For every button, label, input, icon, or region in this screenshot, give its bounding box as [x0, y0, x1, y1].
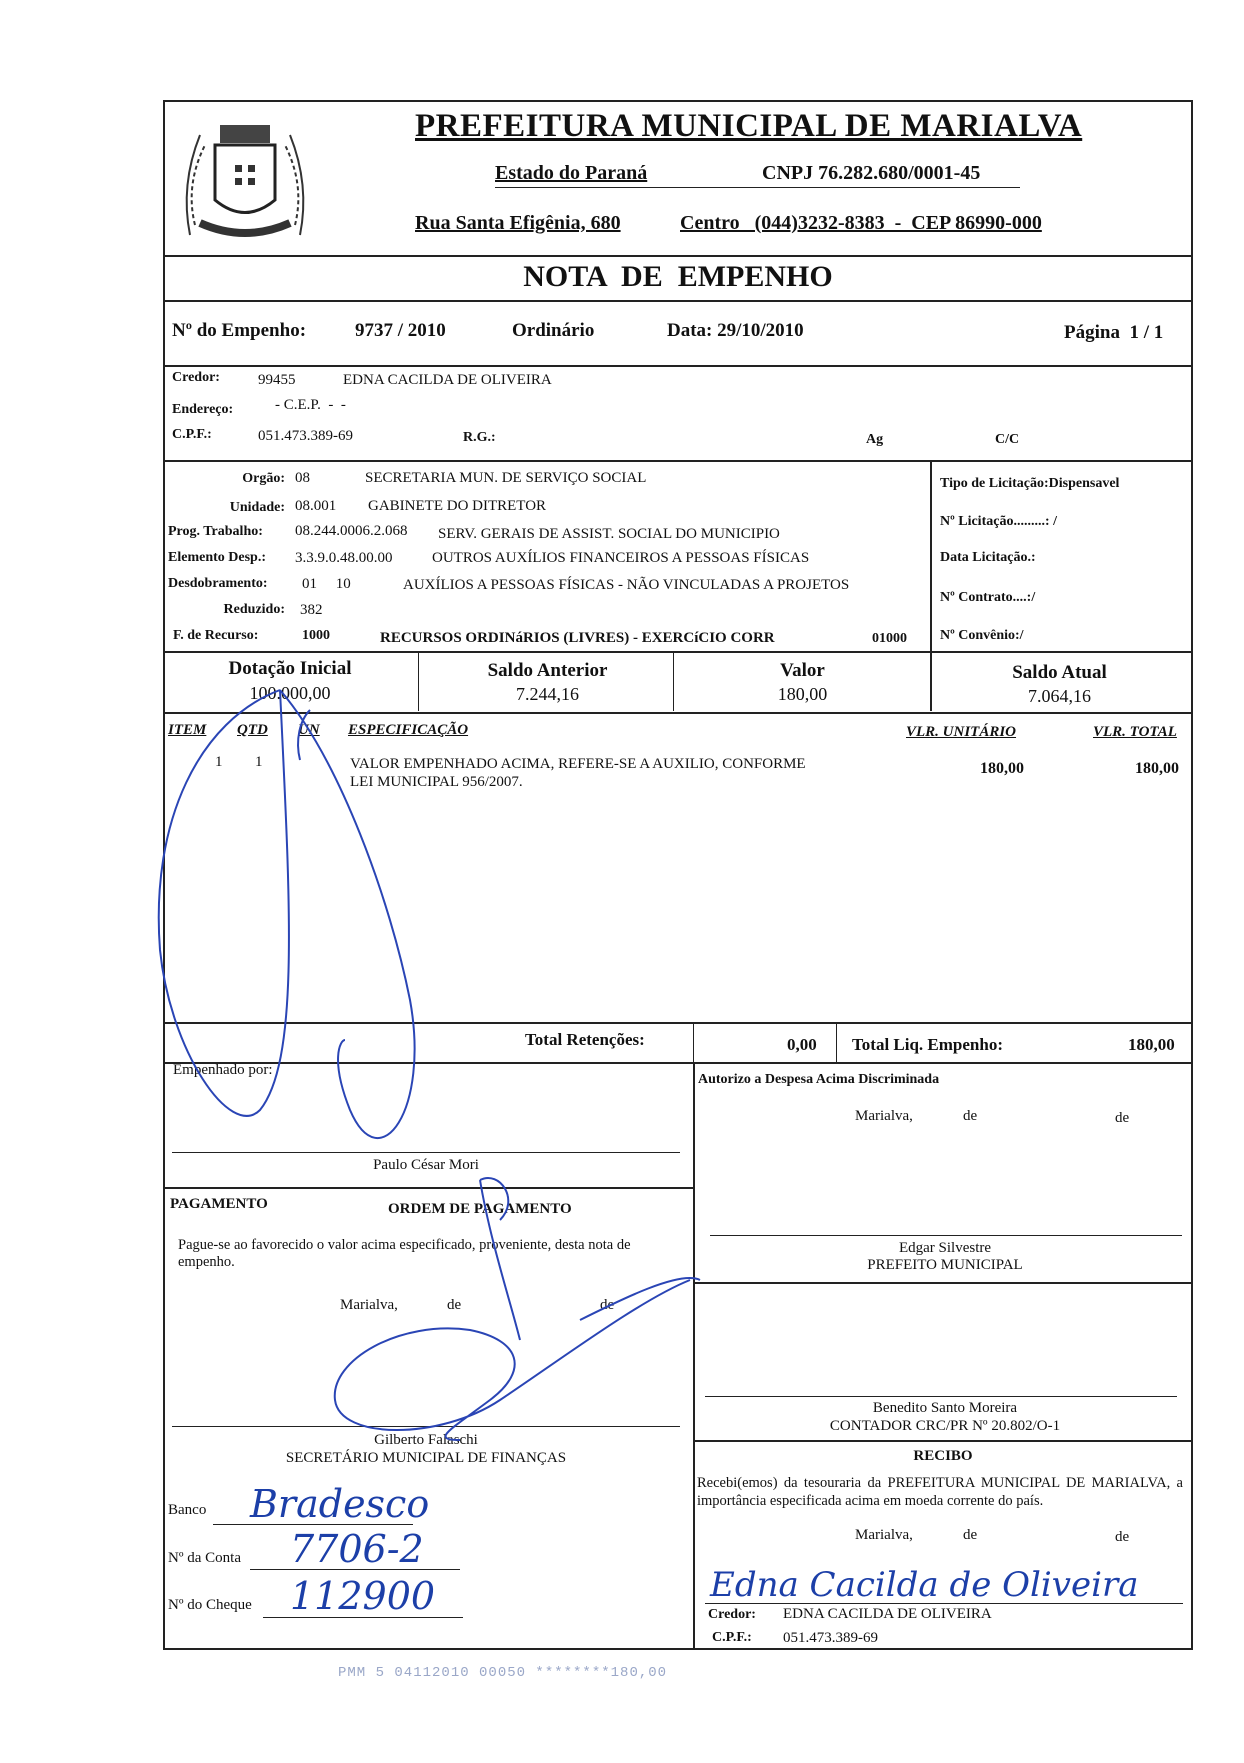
saldo-atual-value: 7.064,16: [1028, 686, 1091, 706]
dotacao-inicial-label: Dotação Inicial: [228, 658, 352, 679]
col-item: ITEM: [168, 722, 207, 738]
cheque-label: Nº do Cheque: [168, 1597, 252, 1613]
unidade-code: 08.001: [295, 498, 337, 514]
empenho-type: Ordinário: [512, 320, 595, 341]
prefeito-title: PREFEITO MUNICIPAL: [867, 1257, 1023, 1273]
banco-label: Banco: [168, 1502, 207, 1518]
orgao-label: Orgão:: [242, 471, 285, 486]
col-qtd: QTD: [237, 722, 268, 738]
orgao-desc: SECRETARIA MUN. DE SERVIÇO SOCIAL: [365, 470, 647, 486]
autorizo-label: Autorizo a Despesa Acima Discriminada: [698, 1072, 940, 1087]
autorizo-de2: de: [1115, 1110, 1130, 1126]
row-vlr-total: 180,00: [1135, 760, 1179, 777]
municipality-title: PREFEITURA MUNICIPAL DE MARIALVA: [415, 108, 1083, 144]
elemento-label: Elemento Desp.:: [168, 550, 266, 565]
cpf-value: 051.473.389-69: [258, 428, 353, 444]
credor-name: EDNA CACILDA DE OLIVEIRA: [343, 372, 552, 388]
empenhado-por-label: Empenhado por:: [173, 1062, 273, 1078]
elemento-desc: OUTROS AUXÍLIOS FINANCEIROS A PESSOAS FÍSICAS: [432, 550, 810, 566]
conta-handwritten: 7706-2: [290, 1527, 424, 1571]
ag-label: Ag: [866, 432, 884, 447]
col-vlr-unitario: VLR. UNITÁRIO: [906, 724, 1017, 740]
contador-name: Benedito Santo Moreira: [872, 1400, 1018, 1416]
credor-signature: Edna Cacilda de Oliveira: [710, 1565, 1139, 1605]
prog-trabalho-desc: SERV. GERAIS DE ASSIST. SOCIAL DO MUNICIPIO: [438, 526, 780, 542]
total-liquido-label: Total Liq. Empenho:: [852, 1035, 1003, 1054]
col-vlr-total: VLR. TOTAL: [1093, 724, 1177, 740]
cheque-handwritten: 112900: [290, 1574, 436, 1618]
autorizo-de1: de: [963, 1108, 978, 1124]
pagamento-place: Marialva,: [340, 1297, 398, 1313]
tipo-licitacao: Tipo de Licitação:Dispensavel: [940, 476, 1120, 491]
endereco-value: - C.E.P. - -: [275, 397, 346, 413]
col-un: UN: [298, 722, 320, 738]
saldo-anterior-label: Saldo Anterior: [487, 660, 608, 681]
numero-contrato: Nº Contrato....:/: [940, 590, 1036, 605]
prefeito-name: Edgar Silvestre: [898, 1240, 992, 1256]
total-retencoes-value: 0,00: [787, 1035, 817, 1054]
data-licitacao: Data Licitação.:: [940, 550, 1036, 565]
recibo-de2: de: [1115, 1529, 1130, 1545]
unidade-label: Unidade:: [229, 500, 285, 515]
empenho-number-label: Nº do Empenho:: [172, 320, 307, 341]
cpf-label: C.P.F.:: [172, 427, 212, 442]
state-label: Estado do Paraná: [495, 162, 648, 184]
cnpj-label: CNPJ 76.282.680/0001-45: [762, 162, 981, 184]
empenhado-por-name: Paulo César Mori: [373, 1157, 479, 1173]
credor-code: 99455: [258, 372, 296, 388]
elemento-code: 3.3.9.0.48.00.00: [295, 550, 393, 566]
credor-label: Credor:: [172, 370, 220, 385]
pagamento-de2: de: [600, 1297, 615, 1313]
contador-title: CONTADOR CRC/PR Nº 20.802/O-1: [829, 1418, 1061, 1434]
numero-convenio: Nº Convênio:/: [940, 628, 1024, 643]
recibo-credor-name: EDNA CACILDA DE OLIVEIRA: [783, 1606, 992, 1622]
row-spec-line1: VALOR EMPENHADO ACIMA, REFERE-SE A AUXILIO, CONFORME: [350, 756, 806, 772]
secretario-title: SECRETÁRIO MUNICIPAL DE FINANÇAS: [285, 1450, 567, 1466]
reduzido-label: Reduzido:: [223, 602, 285, 617]
pagamento-label: PAGAMENTO: [170, 1196, 268, 1212]
ordem-pagamento-label: ORDEM DE PAGAMENTO: [388, 1201, 572, 1217]
orgao-code: 08: [295, 470, 310, 486]
saldo-atual-label: Saldo Atual: [1012, 662, 1107, 683]
desdobramento-label: Desdobramento:: [168, 576, 268, 591]
total-liquido-value: 180,00: [1128, 1035, 1175, 1054]
recibo-text: Recebi(emos) da tesouraria da PREFEITURA MUNICIPAL DE MARIALVA, a importância especificada acima em moeda corrente do país.: [697, 1475, 1183, 1509]
pagamento-de1: de: [447, 1297, 462, 1313]
cc-label: C/C: [995, 432, 1020, 447]
fonte-recurso-num: 01000: [872, 631, 907, 646]
conta-label: Nº da Conta: [168, 1550, 241, 1566]
fonte-recurso-code: 1000: [302, 628, 330, 643]
machine-stamp: PMM 5 04112010 00050 ********180,00: [338, 1665, 668, 1681]
saldo-anterior-value: 7.244,16: [516, 684, 579, 704]
row-vlr-unitario: 180,00: [980, 760, 1024, 777]
numero-licitacao: Nº Licitação.........: /: [940, 514, 1057, 529]
recibo-cpf-label: C.P.F.:: [712, 1630, 752, 1645]
pagamento-text: Pague-se ao favorecido o valor acima especificado, proveniente, desta nota de empenho.: [178, 1237, 631, 1270]
banco-handwritten: Bradesco: [250, 1482, 430, 1526]
dotacao-inicial-value: 100.000,00: [249, 683, 331, 703]
row-item: 1: [215, 754, 223, 770]
fonte-recurso-desc: RECURSOS ORDINáRIOS (LIVRES) - EXERCíCIO CORR: [380, 630, 775, 646]
endereco-label: Endereço:: [172, 402, 234, 417]
recibo-de1: de: [963, 1527, 978, 1543]
desdobramento-code: 01 10: [302, 576, 351, 592]
fonte-recurso-label: F. de Recurso:: [173, 628, 259, 643]
secretario-name: Gilberto Falaschi: [374, 1432, 478, 1448]
row-qtd: 1: [255, 754, 263, 770]
total-retencoes-label: Total Retenções:: [525, 1030, 645, 1049]
col-especificacao: ESPECIFICAÇÃO: [348, 722, 469, 738]
prog-trabalho-code: 08.244.0006.2.068: [295, 523, 408, 539]
recibo-cpf-value: 051.473.389-69: [783, 1630, 878, 1646]
autorizo-place: Marialva,: [855, 1108, 913, 1124]
empenho-number: 9737 / 2010: [355, 320, 446, 341]
recibo-credor-label: Credor:: [708, 1607, 756, 1622]
recibo-place: Marialva,: [855, 1527, 913, 1543]
prog-trabalho-label: Prog. Trabalho:: [168, 524, 263, 539]
document-title: NOTA DE EMPENHO: [523, 260, 833, 293]
desdobramento-desc: AUXÍLIOS A PESSOAS FÍSICAS - NÃO VINCULADAS A PROJETOS: [403, 577, 850, 593]
rg-label: R.G.:: [463, 430, 496, 445]
page-number: Página 1 / 1: [1064, 322, 1164, 343]
unidade-desc: GABINETE DO DITRETOR: [368, 498, 547, 514]
address-label: Rua Santa Efigênia, 680: [415, 212, 621, 234]
valor-label: Valor: [780, 660, 825, 681]
contact-label: Centro (044)3232-8383 - CEP 86990-000: [680, 212, 1042, 234]
row-spec-line2: LEI MUNICIPAL 956/2007.: [350, 774, 523, 790]
reduzido-value: 382: [300, 602, 323, 618]
recibo-label: RECIBO: [913, 1448, 973, 1464]
empenho-date: Data: 29/10/2010: [667, 320, 804, 341]
valor-value: 180,00: [777, 684, 828, 704]
